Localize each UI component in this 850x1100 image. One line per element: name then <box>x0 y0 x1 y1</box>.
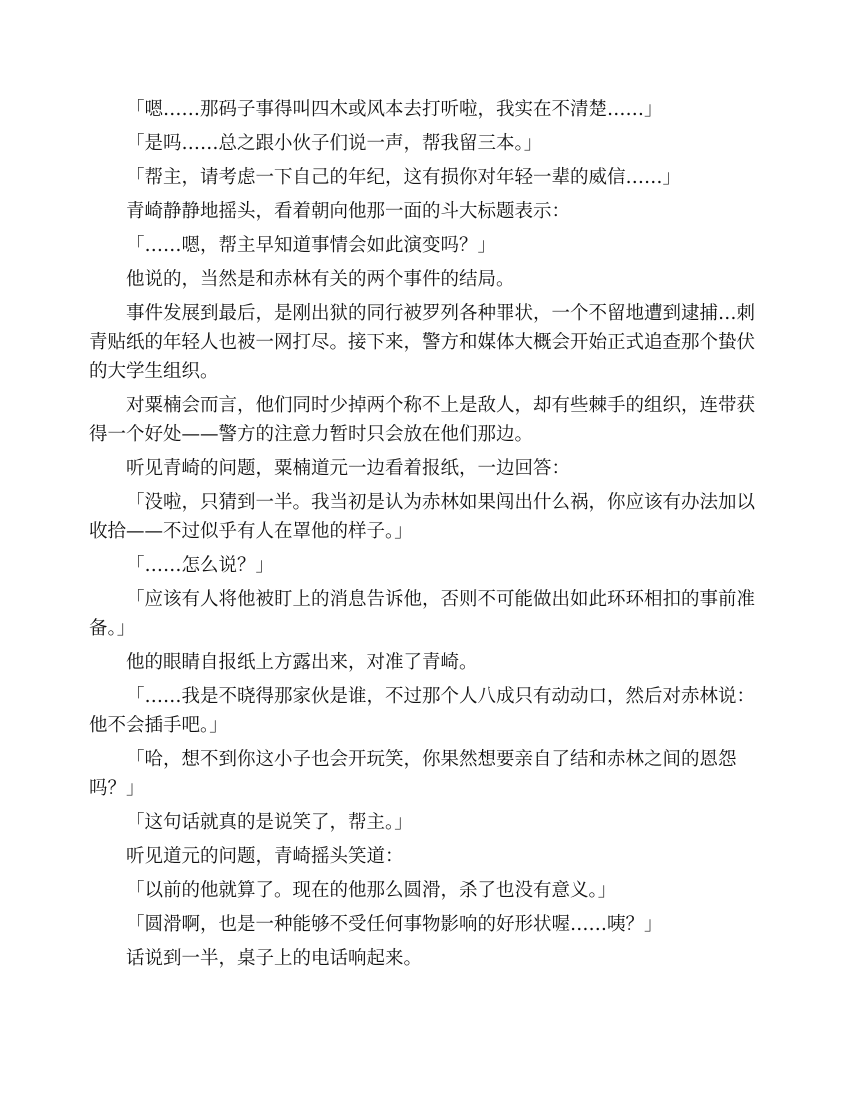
paragraph: 「哈，想不到你这小子也会开玩笑，你果然想要亲自了结和赤林之间的恩怨吗？」 <box>89 749 737 799</box>
paragraph: 「这句话就真的是说笑了，帮主。」 <box>126 812 413 833</box>
paragraph: 「……我是不晓得那家伙是谁，不过那个人八成只有动动口，然后对赤林说：他不会插手吧。」 <box>89 686 756 736</box>
paragraph: 青崎静静地摇头，看着朝向他那一面的斗大标题表示： <box>126 201 571 222</box>
paragraph: 「以前的他就算了。现在的他那么圆滑，杀了也没有意义。」 <box>126 880 617 901</box>
paragraph: 对粟楠会而言，他们同时少掉两个称不上是敌人，却有些棘手的组织，连带获得一个好处——警方的注意力暂时只会放在他们那边。 <box>89 395 756 445</box>
paragraph: 听见道元的问题，青崎摇头笑道： <box>126 846 404 867</box>
paragraph: 他的眼睛自报纸上方露出来，对准了青崎。 <box>126 652 478 673</box>
body-text <box>89 95 761 973</box>
paragraph: 他说的，当然是和赤林有关的两个事件的结局。 <box>126 269 515 290</box>
paragraph: 「应该有人将他被盯上的消息告诉他，否则不可能做出如此环环相扣的事前准备。」 <box>89 589 756 639</box>
paragraph: 话说到一半，桌子上的电话响起来。 <box>126 948 423 969</box>
paragraph: 「……嗯，帮主早知道事情会如此演变吗？」 <box>126 235 497 256</box>
paragraph: 「帮主，请考虑一下自己的年纪，这有损你对年轻一辈的威信……」 <box>126 167 682 188</box>
paragraph: 「……怎么说？」 <box>126 555 275 576</box>
paragraph: 「圆滑啊，也是一种能够不受任何事物影响的好形状喔……咦？」 <box>126 914 663 935</box>
paragraph: 事件发展到最后，是刚出狱的同行被罗列各种罪状，一个不留地遭到逮捕…刺青贴纸的年轻人也被一网打尽。接下来，警方和媒体大概会开始正式追查那个蛰伏的大学生组织。 <box>89 303 756 382</box>
paragraph: 听见青崎的问题，粟楠道元一边看着报纸，一边回答： <box>126 458 571 479</box>
paragraph: 「是吗……总之跟小伙子们说一声，帮我留三本。」 <box>126 133 543 154</box>
paragraph: 「嗯……那码子事得叫四木或风本去打听啦，我实在不清楚……」 <box>126 99 663 120</box>
paragraph: 「没啦，只猜到一半。我当初是认为赤林如果闯出什么祸，你应该有办法加以收拾——不过似乎有人在罩他的样子。」 <box>89 492 756 542</box>
